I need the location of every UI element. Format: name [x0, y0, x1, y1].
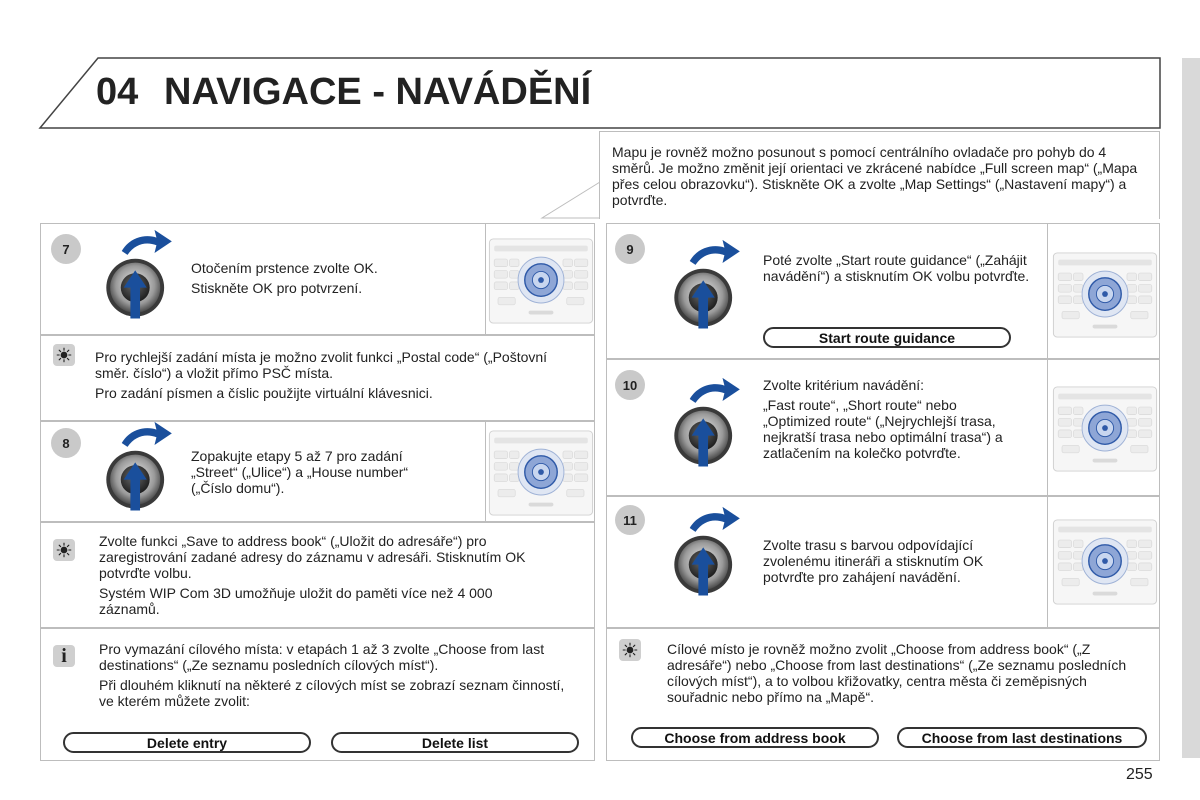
step-7-number: 7: [51, 234, 81, 264]
step-7-line-2: Stiskněte OK pro potvrzení.: [191, 280, 363, 296]
step-9-text: Poté zvolte „Start route guidance“ („Zahájit navádění“) a stisknutím OK volbu potvrďte.: [763, 252, 1030, 284]
console-panel-icon: [1051, 519, 1159, 605]
tip-save-p1: Zvolte funkci „Save to address book“ („Uložit do adresáře“) pro zaregistrování zadané adresy do záznamu v adresáři. Stisknutím OK potvrďte volbu.: [99, 533, 526, 581]
step-10-line-2: „Fast route“, „Short route“ nebo „Optimized route“ („Nejrychlejší trasa, nejkratší trasa nebo optimální trasa“) a zatlačením na kolečko potvrďte.: [763, 397, 1003, 461]
chapter-sidebar: [1182, 58, 1200, 758]
step-10-box: [606, 359, 1160, 496]
sun-bulb-icon: [56, 542, 72, 558]
step-9-number: 9: [615, 234, 645, 264]
tip-save-text: [99, 533, 569, 621]
step-11-text: Zvolte trasu s barvou odpovídající zvolenému itineráři a stisknutím OK potvrďte pro zahájení navádění.: [763, 537, 984, 585]
rotary-knob-icon: [669, 503, 749, 609]
info-p2: Při dlouhém kliknutí na některé z cílových míst se zobrazí seznam činností, ve kterém můžete zvolit:: [99, 677, 565, 709]
tip-save-address: [40, 522, 595, 628]
console-panel-icon: [487, 430, 595, 516]
step-10-line-1: Zvolte kritérium navádění:: [763, 377, 925, 393]
page-number: 255: [1126, 766, 1153, 783]
step-8-text: Zopakujte etapy 5 až 7 pro zadání „Street“ („Ulice“) a „House number“ („Číslo domu“).: [191, 448, 409, 496]
rotary-knob-icon: [669, 236, 749, 342]
start-route-guidance-button[interactable]: Start route guidance: [763, 327, 1011, 348]
choose-from-address-book-button[interactable]: Choose from address book: [631, 727, 879, 748]
tip-postal-p2: Pro zadání písmen a číslic použijte virtuální klávesnici.: [95, 385, 433, 401]
choose-from-last-destinations-button[interactable]: Choose from last destinations: [897, 727, 1147, 748]
step-7-box: [40, 223, 595, 335]
step-11-box: [606, 496, 1160, 628]
step-7-text: [191, 260, 491, 300]
page-title: NAVIGACE - NAVÁDĚNÍ: [164, 71, 592, 113]
step-8-box: [40, 421, 595, 522]
info-icon-box: [53, 645, 75, 667]
rotary-knob-icon: [101, 226, 181, 332]
step-8-number: 8: [51, 428, 81, 458]
rotary-knob-icon: [101, 418, 181, 524]
intro-callout-pointer: [540, 180, 602, 220]
tip-postal-text: [95, 349, 575, 405]
step-10-text: [763, 377, 1025, 465]
sun-bulb-icon: [56, 347, 72, 363]
tip-choose-destination: [606, 628, 1160, 761]
tip-icon-box: [619, 639, 641, 661]
step-10-number: 10: [615, 370, 645, 400]
tip-save-p2: Systém WIP Com 3D umožňuje uložit do paměti více než 4 000 záznamů.: [99, 585, 493, 617]
info-p1: Pro vymazání cílového místa: v etapách 1 až 3 zvolte „Choose from last destinations“ („Ze seznamu posledních cílových míst“).: [99, 641, 545, 673]
tip-choose-text: Cílové místo je rovněž možno zvolit „Choose from address book“ („Z adresáře“) nebo „Choose from last destinations“ („Ze seznamu posledních cílových míst“), a to volbou křižovatky, centra města či zeměpisných souřadnic nebo přímo na „Mapě“.: [667, 641, 1127, 705]
tip-postal-code: [40, 335, 595, 421]
tip-icon-box: [53, 344, 75, 366]
console-panel-icon: [487, 238, 595, 324]
rotary-knob-icon: [669, 374, 749, 480]
delete-list-button[interactable]: Delete list: [331, 732, 579, 753]
step-7-line-1: Otočením prstence zvolte OK.: [191, 260, 378, 276]
tip-postal-p1: Pro rychlejší zadání místa je možno zvolit funkci „Postal code“ („Poštovní směr. číslo“) a vložit přímo PSČ místa.: [95, 349, 548, 381]
info-delete-destination: [40, 628, 595, 761]
step-9-box: [606, 223, 1160, 359]
info-icon: i: [61, 645, 67, 667]
tip-icon-box: [53, 539, 75, 561]
chapter-number: 04: [96, 71, 139, 113]
delete-entry-button[interactable]: Delete entry: [63, 732, 311, 753]
console-panel-icon: [1051, 252, 1159, 338]
intro-text: Mapu je rovněž možno posunout s pomocí centrálního ovladače pro pohyb do 4 směrů. Je možno změnit její orientaci ve zkrácené nabídce „Full screen map“ („Mapa přes celou obrazovku“). Stiskněte OK a zvolte „Map Settings“ („Nastavení mapy“) a potvrďte.: [612, 144, 1138, 208]
intro-note: [599, 131, 1160, 219]
console-panel-icon: [1051, 386, 1159, 472]
info-text: [99, 641, 579, 713]
sun-bulb-icon: [622, 642, 638, 658]
step-11-number: 11: [615, 505, 645, 535]
